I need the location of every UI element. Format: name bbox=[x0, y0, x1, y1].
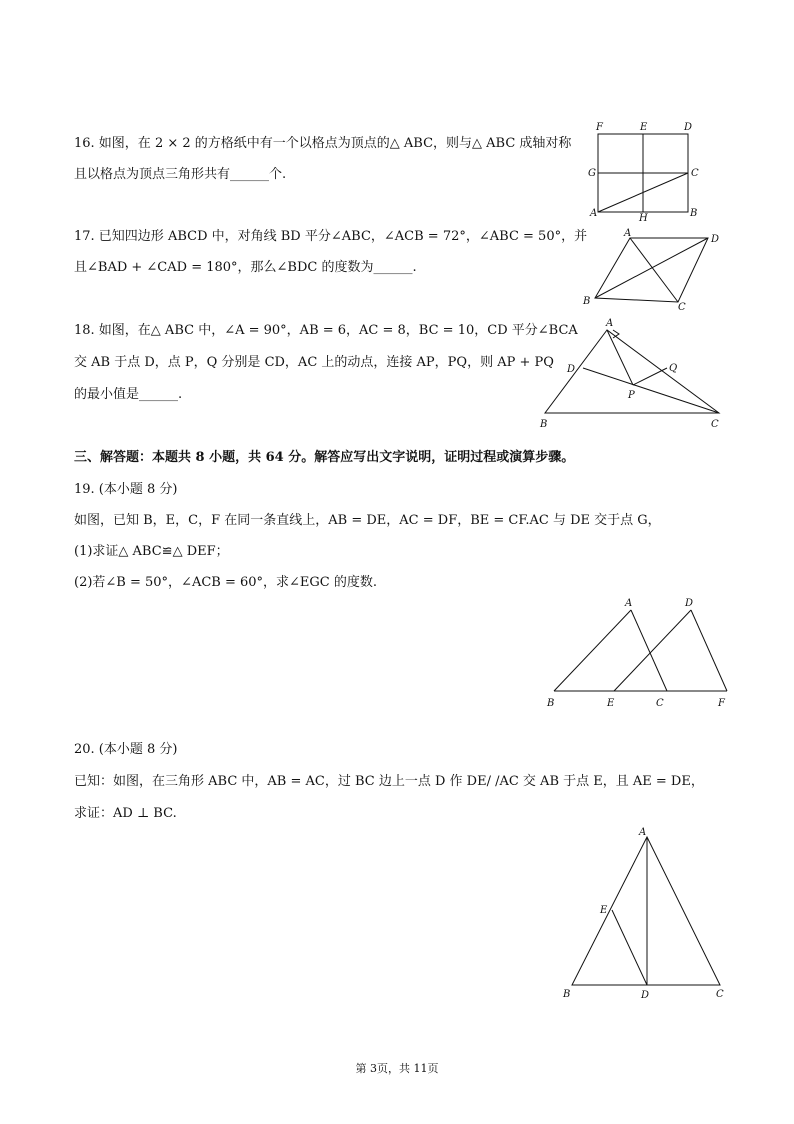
q20-line-2: 求证：AD ⊥ BC. bbox=[74, 806, 177, 821]
q19-part-1: (1)求证△ ABC≌△ DEF； bbox=[74, 544, 229, 559]
label-E: E bbox=[600, 905, 608, 916]
label-F: F bbox=[718, 698, 725, 709]
label-C: C bbox=[691, 168, 699, 179]
q20-title: 20. (本小题 8 分) bbox=[74, 742, 178, 757]
label-A: A bbox=[606, 318, 614, 329]
q17-line-1: 17. 已知四边形 ABCD 中，对角线 BD 平分∠ABC，∠ACB = 72°，∠ABC = 50°，并 bbox=[74, 229, 588, 244]
label-D: D bbox=[684, 122, 693, 133]
label-G: G bbox=[588, 168, 596, 179]
label-B: B bbox=[540, 419, 548, 430]
label-C: C bbox=[711, 419, 719, 430]
label-F: F bbox=[596, 122, 603, 133]
label-E: E bbox=[640, 122, 648, 133]
label-H: H bbox=[639, 213, 648, 224]
q19-title: 19. (本小题 8 分) bbox=[74, 482, 178, 497]
q16-line-2: 且以格点为顶点三角形共有______个. bbox=[74, 167, 287, 182]
label-A: A bbox=[625, 598, 633, 609]
label-D: D bbox=[567, 364, 576, 375]
label-B: B bbox=[547, 698, 555, 709]
label-P: P bbox=[628, 390, 635, 401]
label-A: A bbox=[590, 208, 598, 219]
label-C: C bbox=[678, 302, 686, 313]
q17-line-2: 且∠BAD + ∠CAD = 180°，那么∠BDC 的度数为______. bbox=[74, 260, 417, 275]
q19-line-1: 如图，已知 B，E，C，F 在同一条直线上，AB = DE，AC = DF，BE = CF.AC 与 DE 交于点 G， bbox=[74, 513, 661, 528]
section-3-heading: 三、解答题：本题共 8 小题，共 64 分。解答应写出文字说明，证明过程或演算步骤。 bbox=[74, 450, 575, 465]
label-E: E bbox=[607, 698, 615, 709]
label-A: A bbox=[624, 228, 632, 239]
label-Q: Q bbox=[669, 363, 678, 374]
label-B: B bbox=[690, 208, 698, 219]
label-B: B bbox=[563, 989, 571, 1000]
q18-line-1: 18. 如图，在△ ABC 中，∠A = 90°，AB = 6，AC = 8，BC = 10，CD 平分∠BCA bbox=[74, 323, 578, 338]
label-B: B bbox=[583, 296, 591, 307]
label-D: D bbox=[641, 990, 650, 1001]
q18-line-2: 交 AB 于点 D，点 P，Q 分别是 CD，AC 上的动点，连接 AP，PQ，则 AP + PQ bbox=[74, 355, 554, 370]
segment-de bbox=[612, 910, 647, 985]
label-A: A bbox=[639, 827, 647, 838]
label-C: C bbox=[716, 989, 724, 1000]
q18-line-3: 的最小值是______. bbox=[74, 387, 183, 402]
label-D: D bbox=[685, 598, 694, 609]
q16-line-1: 16. 如图，在 2 × 2 的方格纸中有一个以格点为顶点的△ ABC，则与△ ABC 成轴对称 bbox=[74, 136, 572, 151]
q20-line-1: 已知：如图，在三角形 ABC 中，AB = AC，过 BC 边上一点 D 作 DE/ /AC 交 AB 于点 E，且 AE = DE， bbox=[74, 774, 704, 789]
q19-part-2: (2)若∠B = 50°，∠ACB = 60°，求∠EGC 的度数. bbox=[74, 575, 378, 590]
label-C: C bbox=[656, 698, 664, 709]
page-footer: 第 3页，共 11页 bbox=[355, 1062, 439, 1075]
label-D: D bbox=[711, 234, 720, 245]
triangle-abc bbox=[572, 837, 720, 985]
